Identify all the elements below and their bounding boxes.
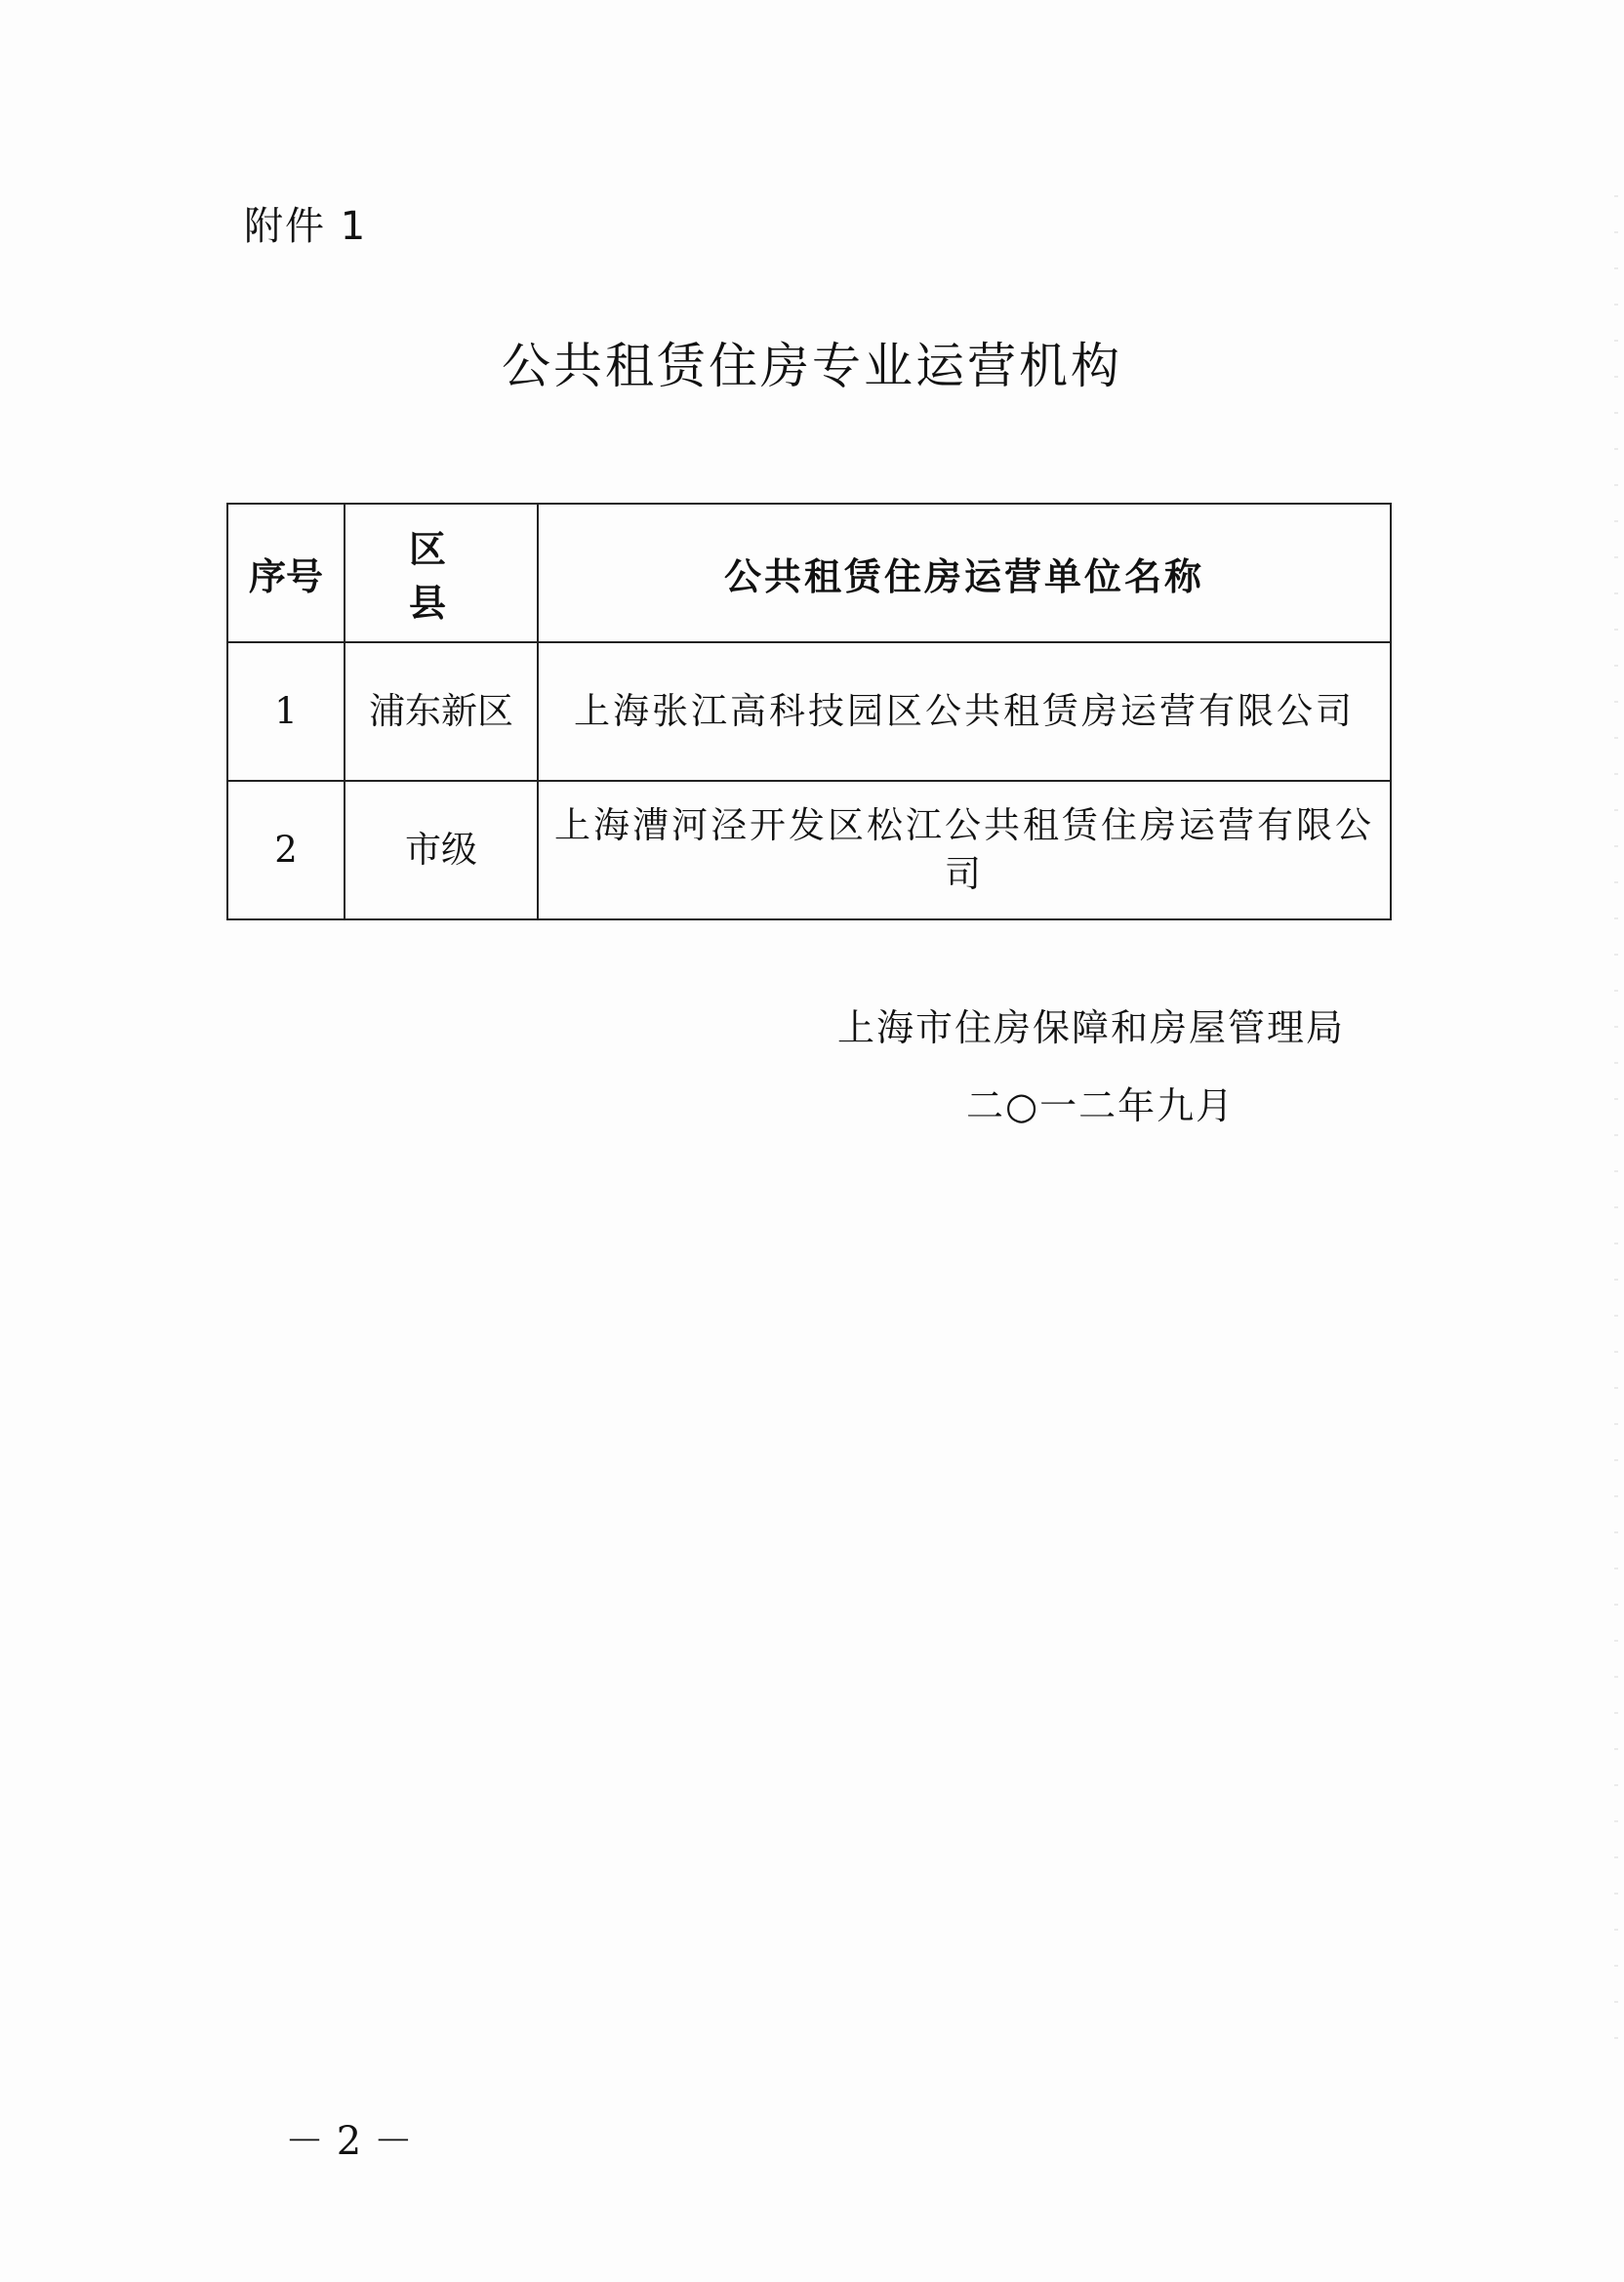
cell-unit-name: 上海漕河泾开发区松江公共租赁住房运营有限公司 [538, 781, 1391, 919]
cell-no: 1 [227, 642, 345, 781]
table-row [227, 642, 1391, 781]
attachment-label: 附件 1 [244, 204, 368, 249]
table-header-row [227, 504, 1391, 642]
cell-county: 市级 [345, 781, 538, 919]
cell-no: 2 [227, 781, 345, 919]
cell-county: 浦东新区 [345, 642, 538, 781]
page-number: － 2 － [285, 2119, 413, 2164]
issuer-name: 上海市住房保障和房屋管理局 [837, 1006, 1346, 1049]
cell-unit-name: 上海张江高科技园区公共租赁房运营有限公司 [538, 642, 1391, 781]
table-row [227, 781, 1391, 919]
header-no: 序号 [227, 504, 345, 642]
header-county: 区 县 [345, 504, 538, 642]
header-unit-name: 公共租赁住房运营单位名称 [538, 504, 1391, 642]
operators-table [226, 503, 1392, 920]
document-title: 公共租赁住房专业运营机构 [502, 338, 1122, 394]
scan-edge-noise [1614, 195, 1618, 2050]
issue-date: 二○一二年九月 [966, 1084, 1236, 1127]
